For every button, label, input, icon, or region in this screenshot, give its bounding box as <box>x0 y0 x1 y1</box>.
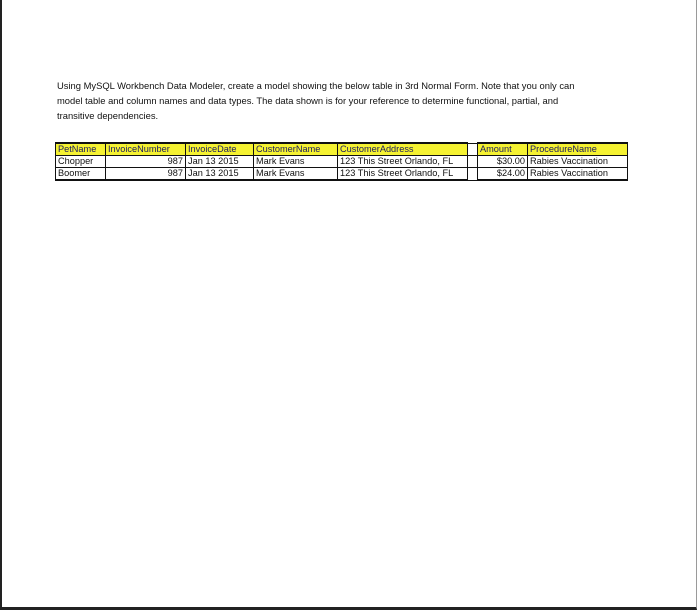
cell-procedure-name: Rabies Vaccination <box>528 156 628 168</box>
table-header-row <box>56 143 628 156</box>
cell-pet-name: Chopper <box>56 156 106 168</box>
header-amount: Amount <box>478 143 528 156</box>
header-invoice-date: InvoiceDate <box>186 143 254 156</box>
instructions-line-3: transitive dependencies. <box>57 110 159 121</box>
pet-invoice-table <box>55 142 628 181</box>
header-customer-address: CustomerAddress <box>338 143 468 156</box>
instructions-line-2: model table and column names and data types. The data shown is for your reference to determine functional, partial, and <box>57 95 559 106</box>
header-pet-name: PetName <box>56 143 106 156</box>
header-customer-name: CustomerName <box>254 143 338 156</box>
cell-invoice-number: 987 <box>106 168 186 181</box>
table-row <box>56 156 628 168</box>
cell-customer-address: 123 This Street Orlando, FL <box>338 168 468 181</box>
cell-gap <box>468 168 478 181</box>
header-gap <box>468 143 478 156</box>
instructions-line-1: Using MySQL Workbench Data Modeler, create a model showing the below table in 3rd Normal Form. Note that you only can <box>57 80 575 91</box>
cell-invoice-date: Jan 13 2015 <box>186 168 254 181</box>
cell-amount: $30.00 <box>478 156 528 168</box>
cell-pet-name: Boomer <box>56 168 106 181</box>
cell-customer-name: Mark Evans <box>254 156 338 168</box>
assignment-instructions <box>57 78 647 123</box>
table-row <box>56 168 628 181</box>
header-invoice-number: InvoiceNumber <box>106 143 186 156</box>
cell-amount: $24.00 <box>478 168 528 181</box>
cell-customer-name: Mark Evans <box>254 168 338 181</box>
cell-invoice-number: 987 <box>106 156 186 168</box>
cell-invoice-date: Jan 13 2015 <box>186 156 254 168</box>
cell-customer-address: 123 This Street Orlando, FL <box>338 156 468 168</box>
cell-gap <box>468 156 478 168</box>
cell-procedure-name: Rabies Vaccination <box>528 168 628 181</box>
header-procedure-name: ProcedureName <box>528 143 628 156</box>
